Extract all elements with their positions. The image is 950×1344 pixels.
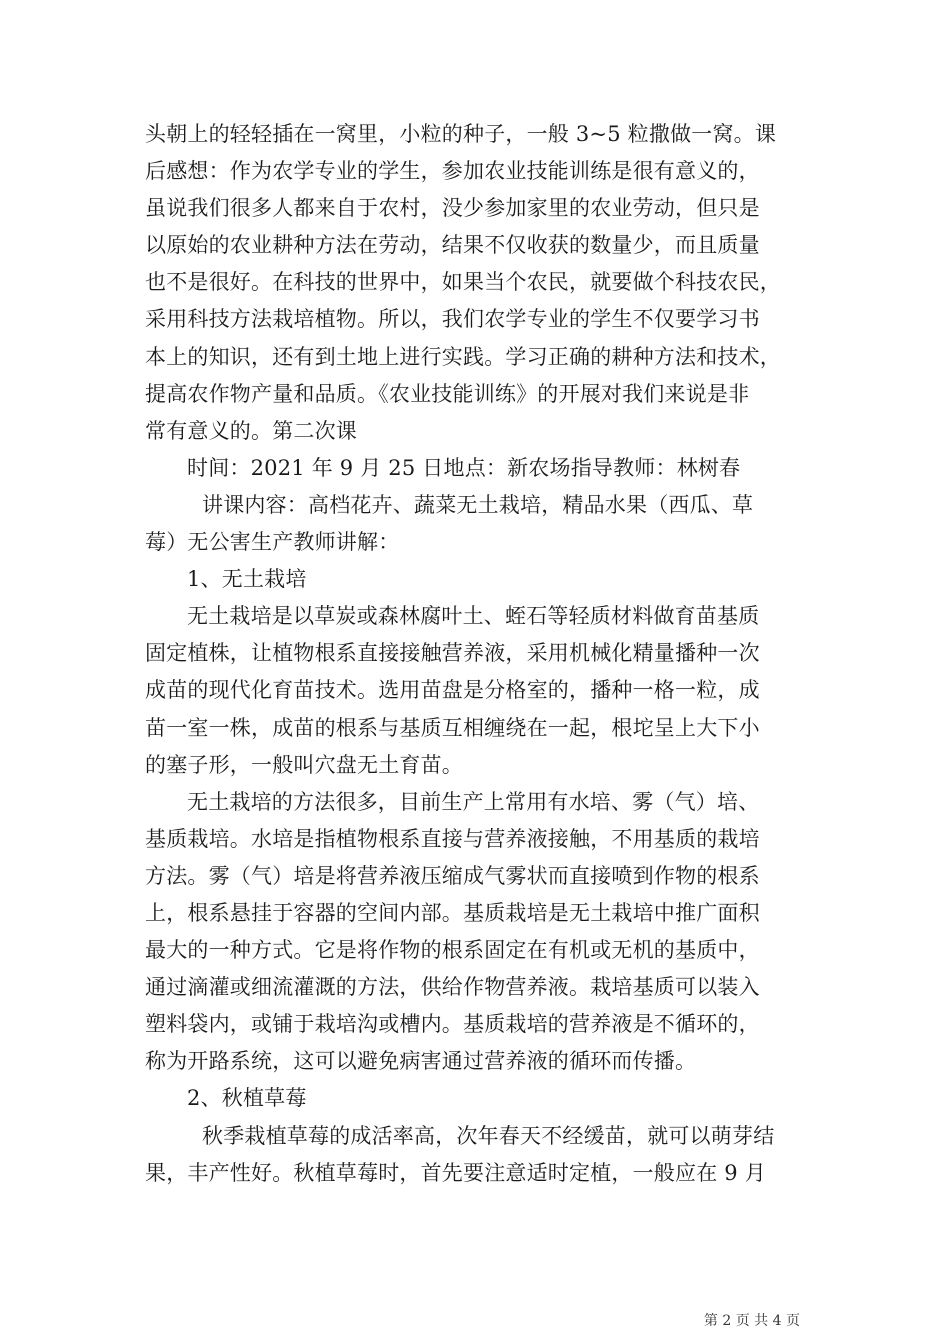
body-text xyxy=(145,116,810,1192)
text-line: 以原始的农业耕种方法在劳动，结果不仅收获的数量少，而且质量 xyxy=(145,233,760,258)
text-line: 无土栽培是以草炭或森林腐叶土、蛭石等轻质材料做育苗基质 xyxy=(187,604,760,629)
text-line: 果，丰产性好。秋植草莓时，首先要注意适时定植，一般应在 9 月 xyxy=(145,1160,766,1185)
text-line: 塑料袋内，或铺于栽培沟或槽内。基质栽培的营养液是不循环的， xyxy=(145,1012,760,1037)
text-line: 方法。雾（气）培是将营养液压缩成气雾状而直接喷到作物的根系 xyxy=(145,863,760,888)
section-heading-strawberry: 2、秋植草莓 xyxy=(187,1086,307,1111)
text-line: 秋季栽植草莓的成活率高，次年春天不经缓苗，就可以萌芽结 xyxy=(202,1123,775,1148)
text-line: 提高农作物产量和品质。《农业技能训练》的开展对我们来说是非 xyxy=(145,381,750,406)
section-heading-soilless: 1、无土栽培 xyxy=(187,567,307,592)
text-line: 上，根系悬挂于容器的空间内部。基质栽培是无土栽培中推广面积 xyxy=(145,900,760,925)
text-line: 本上的知识，还有到土地上进行实践。学习正确的耕种方法和技术， xyxy=(145,344,781,369)
text-line: 常有意义的。第二次课 xyxy=(145,418,357,443)
text-line: 成苗的现代化育苗技术。选用苗盘是分格室的，播种一格一粒，成 xyxy=(145,678,760,703)
lecture-content-line: 讲课内容：高档花卉、蔬菜无土栽培，精品水果（西瓜、草 xyxy=(202,492,754,517)
text-line: 无土栽培的方法很多，目前生产上常用有水培、雾（气）培、 xyxy=(187,789,760,814)
text-line: 称为开路系统，这可以避免病害通过营养液的循环而传播。 xyxy=(145,1049,697,1074)
text-line: 也不是很好。在科技的世界中，如果当个农民，就要做个科技农民， xyxy=(145,270,781,295)
text-line: 虽说我们很多人都来自于农村，没少参加家里的农业劳动，但只是 xyxy=(145,196,760,221)
text-line: 后感想：作为农学专业的学生，参加农业技能训练是很有意义的， xyxy=(145,159,760,184)
text-line: 最大的一种方式。它是将作物的根系固定在有机或无机的基质中， xyxy=(145,938,760,963)
text-line: 采用科技方法栽培植物。所以，我们农学专业的学生不仅要学习书 xyxy=(145,307,760,332)
text-line: 通过滴灌或细流灌溉的方法，供给作物营养液。栽培基质可以装入 xyxy=(145,975,760,1000)
page-number: 第 2 页 共 4 页 xyxy=(703,1313,800,1329)
time-location-line: 时间：2021 年 9 月 25 日地点：新农场指导教师：林树春 xyxy=(187,455,741,480)
text-line: 苗一室一株，成苗的根系与基质互相缠绕在一起，根坨呈上大下小 xyxy=(145,715,760,740)
text-line: 莓）无公害生产教师讲解： xyxy=(145,530,400,555)
text-line: 固定植株，让植物根系直接接触营养液，采用机械化精量播种一次 xyxy=(145,641,760,666)
text-line: 基质栽培。水培是指植物根系直接与营养液接触，不用基质的栽培 xyxy=(145,826,760,851)
text-line: 头朝上的轻轻插在一窝里，小粒的种子，一般 3~5 粒撒做一窝。课 xyxy=(145,122,777,146)
text-line: 的塞子形，一般叫穴盘无土育苗。 xyxy=(145,752,463,777)
